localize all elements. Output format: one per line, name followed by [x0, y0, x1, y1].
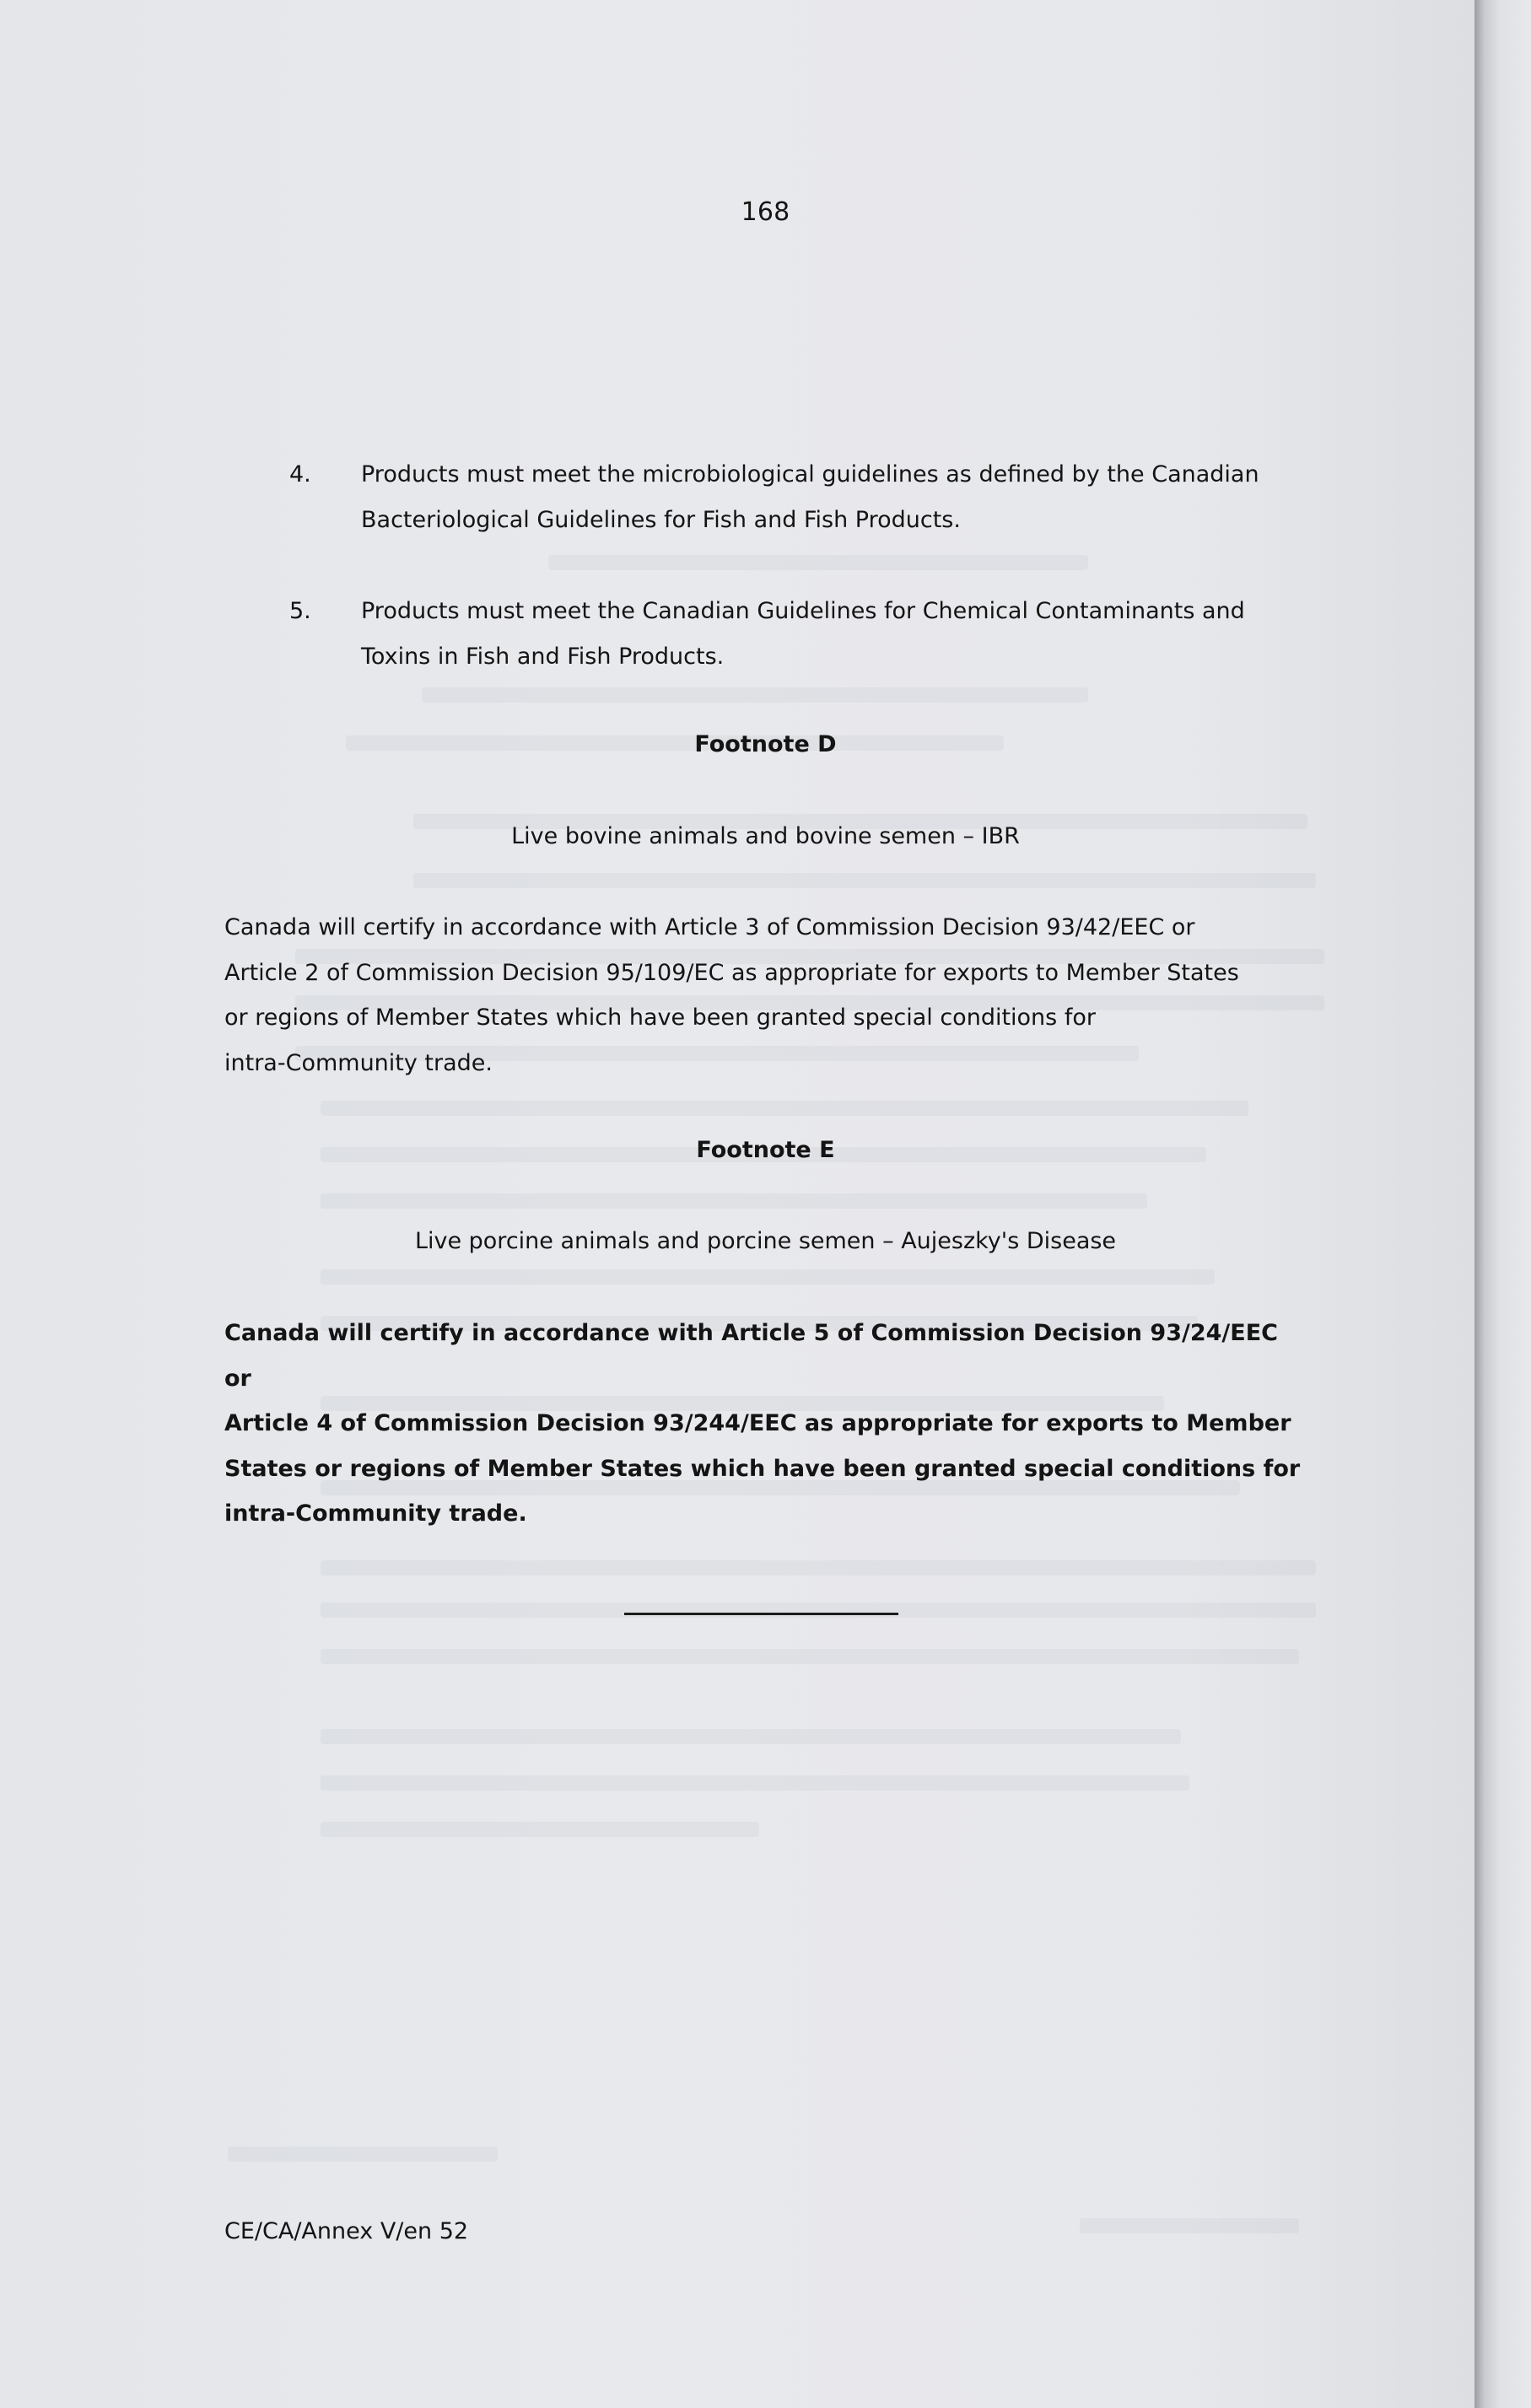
footnote-d-subheading: Live bovine animals and bovine semen – IBR — [511, 823, 1020, 849]
footnote-e-paragraph — [224, 1311, 1313, 1537]
end-of-section-rule — [624, 1613, 898, 1615]
footnote-d-heading: Footnote D — [694, 731, 837, 757]
list-item-number: 4. — [289, 461, 311, 488]
text-line: Products must meet the microbiological guidelines as defined by the Canadian — [361, 461, 1259, 488]
text-line: intra-Community trade. — [224, 1049, 493, 1076]
text-line: Article 2 of Commission Decision 95/109/EC as appropriate for exports to Member States — [224, 959, 1239, 986]
list-item-text — [361, 589, 1289, 680]
footnote-e-subheading: Live porcine animals and porcine semen – Aujeszky's Disease — [414, 1228, 1117, 1254]
text-line: Canada will certify in accordance with Article 5 of Commission Decision 93/24/EEC or — [224, 1320, 1278, 1392]
text-line: Toxins in Fish and Fish Products. — [361, 644, 725, 670]
page-number: 168 — [741, 197, 790, 227]
text-line: Canada will certify in accordance with Article 3 of Commission Decision 93/42/EEC or — [224, 914, 1195, 940]
text-line: Products must meet the Canadian Guidelines for Chemical Contaminants and — [361, 598, 1245, 624]
text-line: intra-Community trade. — [224, 1500, 527, 1527]
list-item-number: 5. — [289, 598, 311, 624]
page-edge-shadow — [1474, 0, 1531, 2408]
text-line: Bacteriological Guidelines for Fish and Fish Products. — [361, 507, 961, 533]
footnote-e-heading: Footnote E — [696, 1137, 835, 1163]
text-line: States or regions of Member States which have been granted special conditions for — [224, 1455, 1301, 1482]
text-line: Article 4 of Commission Decision 93/244/EEC as appropriate for exports to Member — [224, 1410, 1291, 1436]
document-reference-footer: CE/CA/Annex V/en 52 — [224, 2218, 469, 2244]
footnote-d-paragraph — [224, 905, 1313, 1085]
list-item-text — [361, 452, 1289, 543]
text-line: or regions of Member States which have been granted special conditions for — [224, 1005, 1096, 1031]
